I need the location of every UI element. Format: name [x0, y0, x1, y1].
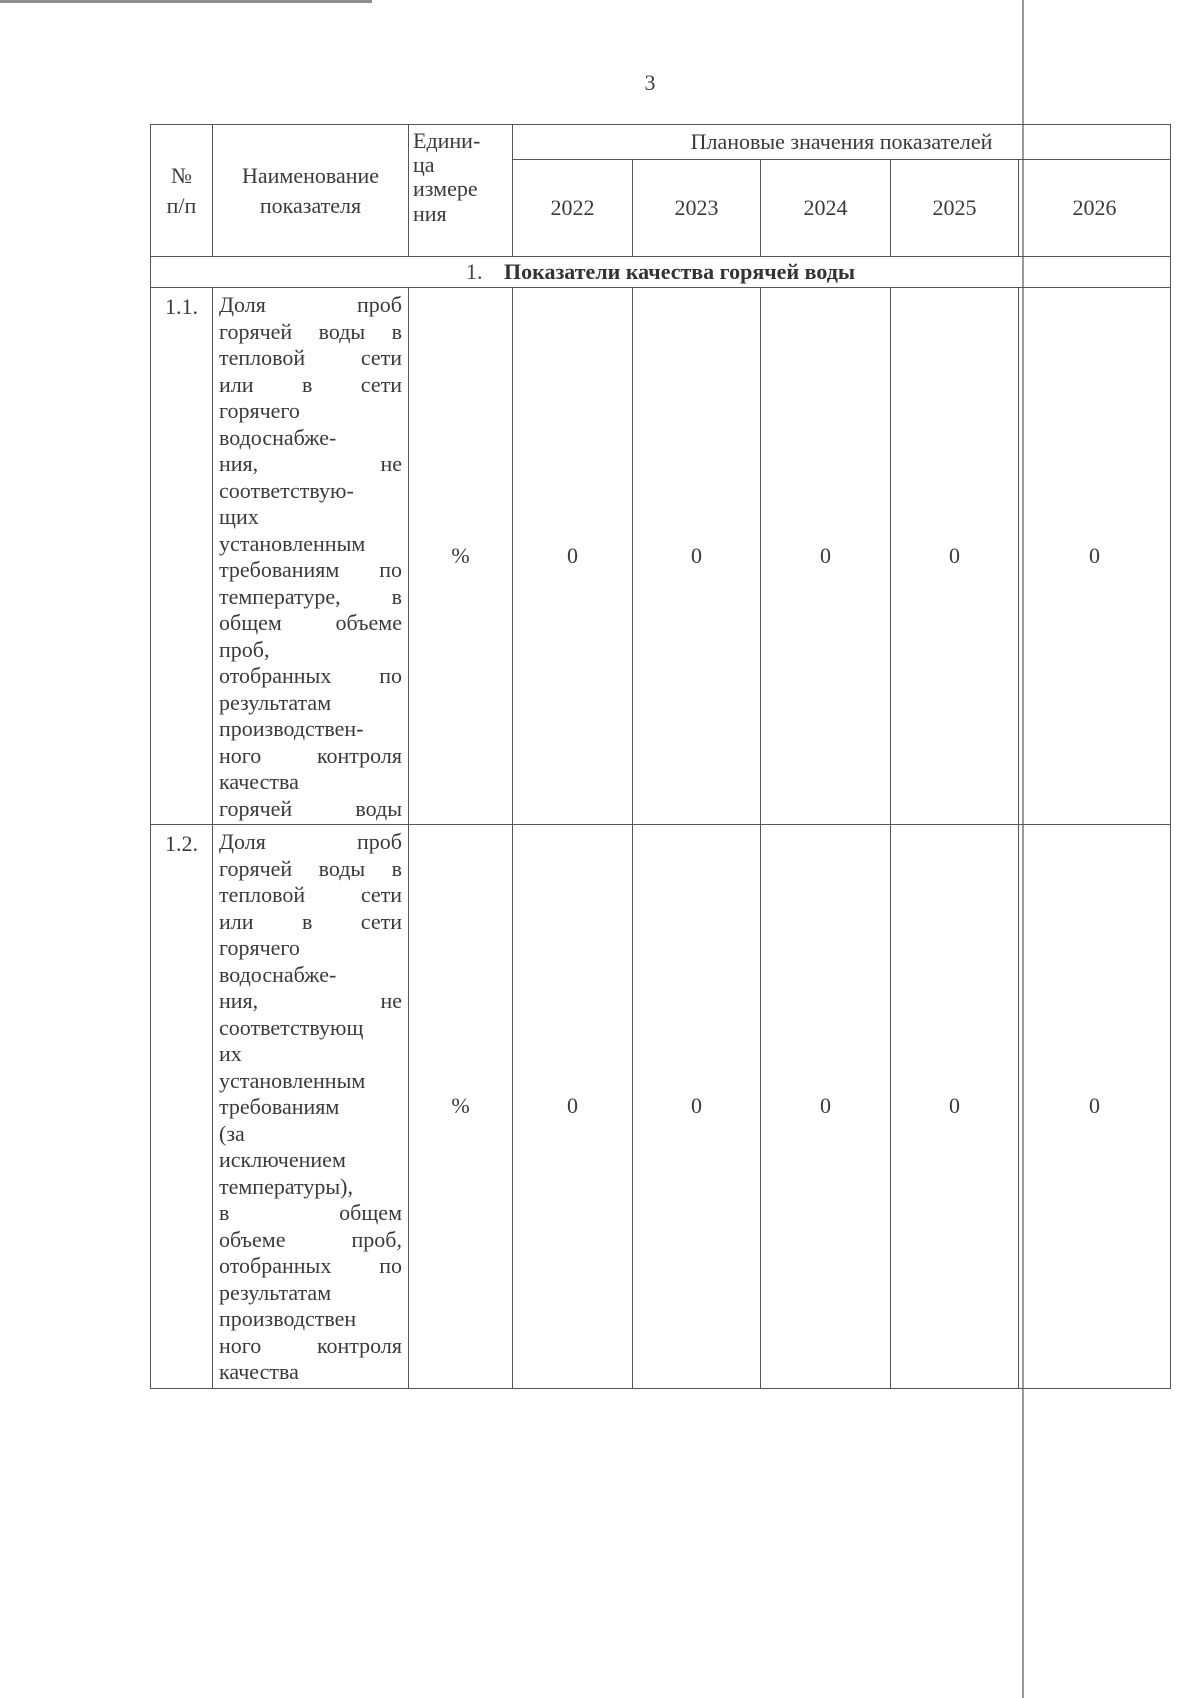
- indicator-name-line: Доля проб: [219, 292, 402, 317]
- indicator-name-line: водоснабже-: [219, 424, 337, 450]
- indicator-name-line: требованиям по: [219, 557, 402, 582]
- header-year: 2024: [761, 160, 891, 257]
- header-plan-values: Плановые значения показателей: [513, 125, 1171, 160]
- indicator-name-line: горячей воды в: [219, 318, 402, 344]
- section-title: Показатели качества горячей воды: [504, 259, 856, 284]
- page-number: 3: [644, 70, 656, 95]
- header-year: 2023: [633, 160, 761, 257]
- indicator-name-line: горячей воды в: [219, 855, 402, 881]
- indicator-name-line: отобранных по: [219, 1253, 402, 1278]
- header-unit-line: ца: [413, 152, 435, 178]
- section-number: 1.: [466, 259, 483, 284]
- indicator-name-line: проб,: [219, 636, 270, 662]
- unit-cell: %: [409, 288, 513, 825]
- indicator-name: [213, 825, 409, 1389]
- indicator-name-line: установленным: [219, 1067, 366, 1093]
- value-cell: 0: [633, 825, 761, 1389]
- header-name-line: Наименование: [241, 162, 380, 188]
- indicator-name-line: температуре, в: [219, 583, 402, 609]
- header-name-line: показателя: [259, 192, 362, 218]
- indicator-name-line: ного контроля: [219, 742, 402, 768]
- indicator-name-line: результатам: [219, 689, 332, 715]
- header-unit-line: измере: [413, 176, 478, 202]
- indicator-name-line: ного контроля: [219, 1332, 402, 1358]
- table-row: [151, 825, 1171, 1389]
- header-row-top: [151, 125, 1171, 160]
- scan-corner-line: [0, 0, 372, 3]
- indicator-name-line: тепловой сети: [219, 345, 402, 370]
- value-cell: 0: [891, 825, 1019, 1389]
- indicator-name-line: ния, не: [219, 451, 402, 476]
- indicator-name-line: объеме проб,: [219, 1226, 402, 1252]
- header-year: 2026: [1019, 160, 1171, 257]
- indicator-name-line: или в сети: [219, 908, 402, 934]
- header-unit: [409, 125, 513, 257]
- value-cell: 0: [761, 825, 891, 1389]
- section-heading: [151, 257, 1171, 288]
- indicator-name-line: производствен: [219, 1306, 357, 1331]
- indicator-name-line: горячего: [219, 398, 300, 423]
- indicator-name-line: тепловой сети: [219, 882, 402, 907]
- indicator-name-line: производствен-: [219, 716, 364, 741]
- header-name: [213, 125, 409, 257]
- row-number: 1.1.: [151, 288, 213, 825]
- indicator-name-line: требованиям: [219, 1094, 340, 1119]
- header-year: 2025: [891, 160, 1019, 257]
- value-cell: 0: [1019, 825, 1171, 1389]
- row-number: 1.2.: [151, 825, 213, 1389]
- indicator-name-line: или в сети: [219, 371, 402, 397]
- header-num-line: п/п: [166, 192, 197, 218]
- indicator-name-line: температуры),: [219, 1173, 353, 1199]
- indicator-name-line: Доля проб: [219, 829, 402, 854]
- indicator-name-line: (за: [219, 1120, 245, 1146]
- header-unit-line: Едини-: [413, 128, 481, 153]
- value-cell: 0: [891, 288, 1019, 825]
- value-cell: 0: [513, 288, 633, 825]
- indicator-name-line: исключением: [219, 1147, 346, 1172]
- indicator-name-line: ния, не: [219, 988, 402, 1013]
- value-cell: 0: [1019, 288, 1171, 825]
- table-row: [151, 288, 1171, 825]
- indicator-name-line: общем объеме: [219, 610, 402, 635]
- indicators-table: [150, 124, 1171, 1389]
- indicator-name-line: соответствующ: [219, 1014, 364, 1040]
- indicator-name-line: отобранных по: [219, 663, 402, 688]
- value-cell: 0: [633, 288, 761, 825]
- header-num: [151, 125, 213, 257]
- indicator-name-line: их: [219, 1041, 242, 1066]
- indicator-name-line: качества: [219, 1359, 299, 1384]
- value-cell: 0: [761, 288, 891, 825]
- indicator-name-line: соответствую-: [219, 477, 354, 503]
- indicator-name-line: качества: [219, 769, 299, 794]
- section-row: [151, 257, 1171, 288]
- indicator-name-line: результатам: [219, 1279, 332, 1305]
- indicator-name-line: щих: [219, 504, 259, 529]
- value-cell: 0: [513, 825, 633, 1389]
- indicator-name: [213, 288, 409, 825]
- header-unit-line: ния: [413, 200, 447, 226]
- indicator-name-line: в общем: [219, 1200, 402, 1225]
- header-year: 2022: [513, 160, 633, 257]
- indicator-name-line: горячей воды: [219, 795, 402, 821]
- indicator-name-line: горячего: [219, 935, 300, 960]
- unit-cell: %: [409, 825, 513, 1389]
- indicator-name-line: водоснабже-: [219, 961, 337, 987]
- indicator-name-line: установленным: [219, 530, 366, 556]
- header-num-line: №: [171, 162, 192, 188]
